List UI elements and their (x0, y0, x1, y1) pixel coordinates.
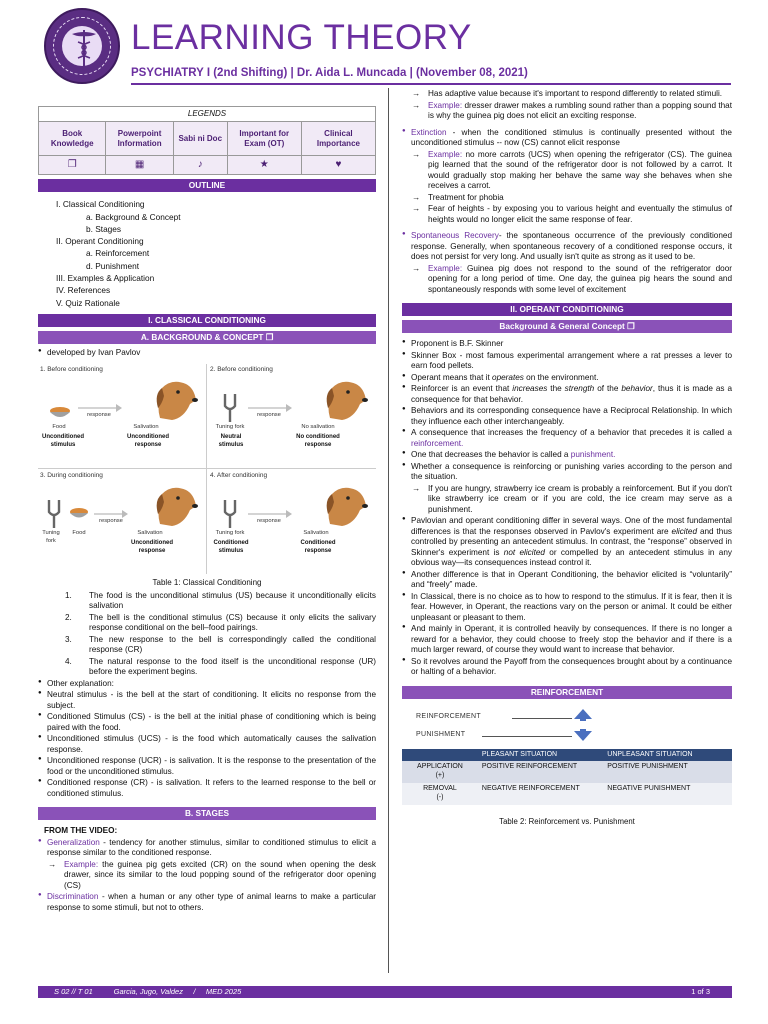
panel-caption: 1. Before conditioning (40, 366, 103, 374)
outline-item: III. Examples & Application (56, 273, 155, 284)
outline-item: a. Reinforcement (86, 248, 150, 259)
music-note-icon: ♪ (173, 156, 227, 175)
panel-caption: 2. Before conditioning (210, 366, 273, 374)
panel-caption: 4. After conditioning (210, 472, 268, 480)
bullet-item: ● Operant means that it operates on the environment. (402, 373, 732, 384)
page-footer (38, 986, 732, 998)
bullet-item: ● Neutral stimulus - is the bell at the start of conditioning. It elicits no response from the subject. (38, 690, 376, 711)
spontaneous-recovery-item: ● Spontaneous Recovery- the spontaneous occurrence of the previously conditioned response. Generally, when spontaneous recovery of a conditioned response occurs, it does not persist for very long. And usually isn't quite as strong as it used to be. (402, 231, 732, 263)
table-cell: POSITIVE PUNISHMENT (603, 761, 732, 783)
panel-before-conditioning-1 (38, 364, 206, 468)
numbered-item: 3. The new response to the bell is correspondingly called the conditional response (CR) (65, 634, 376, 655)
legend-clinical: Clinical Importance (301, 122, 375, 156)
response-label: No conditioned response (296, 434, 340, 449)
stimulus-label: Unconditioned stimulus (42, 434, 84, 449)
left-column (38, 96, 376, 914)
tuning-fork-icon (222, 392, 238, 422)
outline-item: a. Background & Concept (86, 211, 181, 222)
extinction-arrow: → Fear of heights - by exposing you to various height and eventually the stimulus of heights would no longer elicit the same response of fear. (402, 204, 732, 225)
star-icon: ★ (227, 156, 301, 175)
classical-section-header: I. CLASSICAL CONDITIONING (38, 314, 376, 327)
bullet-item: ● Proponent is B.F. Skinner (402, 339, 732, 350)
outline-item: II. Operant Conditioning (56, 236, 144, 247)
from-video-label: FROM THE VIDEO: (44, 826, 118, 836)
table-cell: REMOVAL (-) (402, 783, 478, 805)
response-item-label: Salivation (137, 530, 163, 537)
legend-powerpoint: Powerpoint Information (106, 122, 173, 156)
extinction-arrow: → Treatment for phobia (402, 193, 732, 204)
outline-item: d. Punishment (86, 260, 140, 271)
page-title: LEARNING THEORY (131, 18, 472, 57)
arrow-down-icon (572, 729, 594, 743)
reinforcement-table (402, 749, 732, 806)
page-subtitle: PSYCHIATRY I (2nd Shifting) | Dr. Aida L. Muncada | (November 08, 2021) (131, 67, 528, 79)
header-rule (131, 83, 731, 85)
stimulus-item-label: Food (72, 530, 86, 537)
operant-background-subheader: Background & General Concept ❐ (402, 320, 732, 333)
arrow-icon (78, 404, 122, 412)
ice-cream-example: → If you are hungry, strawberry ice cream is probably a reinforcement. But if you don't like strawberry ice cream or if you are cold, the ice cream may serve as a punishment. (402, 484, 732, 516)
legend-caption: LEGENDS (39, 107, 376, 122)
bullet-item: ● Unconditioned response (UCR) - is salivation. It is the response to the presentation of the food or the unconditioned stimulus. (38, 756, 376, 777)
arrow-label: response (257, 412, 281, 419)
discrimination-example: → Example: dresser drawer makes a rumbling sound rather than a popping sound that is why the guinea pig does not elicit an exciting response. (402, 101, 732, 122)
food-bowl-icon (48, 404, 72, 420)
table-cell: APPLICATION (+) (402, 761, 478, 783)
university-seal (44, 8, 120, 84)
extinction-example: → Example: no more carrots (UCS) when opening the refrigerator (CS). The guinea pig learned that the sound of the refrigerator door is not followed by a carrot. It would gradually stop making her behave the same way she behaves when she receives a carrot. (402, 150, 732, 192)
bullet-item: ● So it revolves around the Payoff from the consequences brought about by a continuance or halting of a behavior. (402, 657, 732, 678)
response-item-label: Salivation (303, 530, 329, 537)
numbered-item: 1. The food is the unconditional stimulus (US) because it unconditionally elicits salivation (65, 590, 376, 611)
food-bowl-icon (68, 506, 90, 520)
page-number: 1 of 3 (691, 987, 710, 996)
bullet-item: ● Conditioned Stimulus (CS) - is the bell at the initial phase of conditioning which is being paired with the food. (38, 712, 376, 733)
tuning-fork-icon (46, 498, 62, 528)
caduceus-icon (68, 28, 100, 68)
outline-header: OUTLINE (38, 179, 376, 192)
bullet-item: ● Another difference is that in Operant Conditioning, the behavior elicited is “voluntarily” and “freely” made. (402, 570, 732, 591)
bullet-developed: ● developed by Ivan Pavlov (38, 348, 376, 359)
stimulus-label: Conditioned stimulus (213, 540, 249, 555)
table-cell: POSITIVE REINFORCEMENT (478, 761, 603, 783)
outline-item: I. Classical Conditioning (56, 199, 145, 210)
response-item-label: No salivation (301, 424, 335, 431)
bullet-item: ● Pavlovian and operant conditioning differ in several ways. One of the most fundamental differences is that the responses observed in Pavlov's experiment are elicited and thus controlled by presenting an antecedent stimulus. In contrast, the “response” observed in Skinner's experiment is not elicited or compelled by an antecedent stimulus in any obvious way—its consequences instead control it. (402, 516, 732, 569)
background-subheader: A. BACKGROUND & CONCEPT ❐ (38, 331, 376, 344)
punishment-label: PUNISHMENT (416, 730, 466, 738)
outline-item: IV. References (56, 285, 111, 296)
stimulus-item-label: Food (52, 424, 66, 431)
discrimination-item: ● Discrimination - when a human or any other type of animal learns to make a particular response to some stimuli, but not to others. (38, 892, 376, 913)
generalization-item: ● Generalization - tendency for another stimulus, similar to conditioned stimulus to elicit a response similar to the conditioned response. (38, 838, 376, 859)
bullet-item: ● In Classical, there is no choice as to how to respond to the stimulus. If it is fear, then it is fear. However, in Operant, the reactions vary on the person or animal. It could be either unpleasant or pleasant to them. (402, 592, 732, 624)
extinction-item: ● Extinction - when the conditioned stimulus is continually presented without the unconditioned stimulus -- now (CS) cannot elicit response (402, 128, 732, 149)
dog-icon (150, 480, 200, 530)
bullet-item: ● Behaviors and its corresponding consequence have a Reciprocal Relationship. In which they influence each other interchangeably. (402, 406, 732, 427)
panel-caption: 3. During conditioning (40, 472, 103, 480)
table1-caption: Table 1: Classical Conditioning (152, 578, 262, 588)
reinforcement-header: REINFORCEMENT (402, 686, 732, 699)
table2-caption: Table 2: Reinforcement vs. Punishment (499, 816, 635, 826)
heart-icon: ♥ (301, 156, 375, 175)
seal-text (46, 10, 47, 11)
bullet-item: ● Whether a consequence is reinforcing or punishing varies according to the person and the situation. (402, 462, 732, 483)
reinforcement-figure (402, 705, 732, 829)
arrow-label: response (257, 518, 281, 525)
stimulus-item-label: Tuning fork (215, 424, 245, 431)
arrow-icon (248, 510, 292, 518)
table-row (402, 783, 732, 805)
stimulus-item-label: Tuning fork (42, 530, 60, 544)
table-header-cell: PLEASANT SITUATION (478, 749, 603, 762)
arrow-label: response (99, 518, 123, 525)
panel-before-conditioning-2 (208, 364, 376, 468)
right-column (402, 88, 732, 829)
response-label: Unconditioned response (131, 540, 173, 555)
dog-icon (320, 374, 370, 424)
arrow-label: response (87, 412, 111, 419)
dog-icon (320, 480, 370, 530)
numbered-item: 4. The natural response to the food itself is the unconditional response (UR) before the experiment begins. (65, 656, 376, 677)
arrow-icon (248, 404, 292, 412)
spontaneous-recovery-example: → Example: Guinea pig does not respond to the sound of the refrigerator door opening for a long period of time. One day, the guinea pig hears the sound and spontaneously responds with some level of excitement (402, 264, 732, 296)
response-label: Conditioned response (300, 540, 336, 555)
discrimination-arrow: → Has adaptive value because it's important to respond differently to related stimuli. (402, 89, 732, 100)
bullet-item: ● One that decreases the behavior is called a punishment. (402, 450, 732, 461)
dog-icon (150, 374, 200, 424)
table-cell: NEGATIVE REINFORCEMENT (478, 783, 603, 805)
operant-section-header: II. OPERANT CONDITIONING (402, 303, 732, 316)
book-icon: ❐ (39, 156, 106, 175)
legend-sabi: Sabi ni Doc (173, 122, 227, 156)
stages-header: B. STAGES (38, 807, 376, 820)
slides-icon: ▦ (106, 156, 173, 175)
footer-authors: S 02 // T 01 Garcia, Jugo, Valdez / MED 2025 (54, 987, 242, 996)
numbered-item: 2. The bell is the conditional stimulus (CS) because it only elicits the salivary response conditional on the bell–food pairings. (65, 612, 376, 633)
outline-list (56, 198, 376, 309)
table-header-cell: UNPLEASANT SITUATION (603, 749, 732, 762)
stimulus-item-label: Tuning fork (215, 530, 245, 537)
tuning-fork-icon (222, 498, 238, 528)
legend-exam: Important for Exam (OT) (227, 122, 301, 156)
conditioning-figure (38, 364, 376, 574)
bullet-item: ● Unconditioned stimulus (UCS) - is the food which automatically causes the salivation response. (38, 734, 376, 755)
table-cell: NEGATIVE PUNISHMENT (603, 783, 732, 805)
reinforcement-label: REINFORCEMENT (416, 712, 481, 720)
bullet-item: ● Reinforcer is an event that increases the strength of the behavior, thus it is made as a consequence for that behavior. (402, 384, 732, 405)
panel-after-conditioning (208, 470, 376, 574)
stimulus-label: Neutral stimulus (218, 434, 244, 449)
arrow-icon (94, 510, 128, 518)
table-row (402, 761, 732, 783)
table-header-cell (402, 749, 478, 762)
response-label: Unconditioned response (127, 434, 169, 449)
response-item-label: Salivation (133, 424, 159, 431)
column-divider (388, 88, 389, 973)
legend-table (38, 106, 376, 175)
legend-book: Book Knowledge (39, 122, 106, 156)
outline-item: V. Quiz Rationale (56, 297, 120, 308)
bullet-item: ● Other explanation: (38, 679, 376, 690)
outline-item: b. Stages (86, 223, 122, 234)
bullet-item: ● And mainly in Operant, it is controlled heavily by consequences. If there is no longer a reward for a behavior, they could choose to freely stop the behavior and if there is a much larger reward, of course they would want to increase that behavior. (402, 624, 732, 656)
bullet-item: ● Conditioned response (CR) - is salivation. It refers to the learned response to the bell or conditioned stimulus. (38, 778, 376, 799)
arrow-up-icon (572, 707, 594, 721)
bullet-item: ● Skinner Box - most famous experimental arrangement where a rat presses a lever to earn food pellets. (402, 351, 732, 372)
panel-during-conditioning (38, 470, 206, 574)
bullet-item: ● A consequence that increases the frequency of a behavior that precedes it is called a reinforcement. (402, 428, 732, 449)
generalization-example: → Example: the guinea pig gets excited (CR) on the sound when opening the desk drawer, since its similar to the loud popping sound of the refrigerator door opening (CS) (38, 860, 376, 892)
